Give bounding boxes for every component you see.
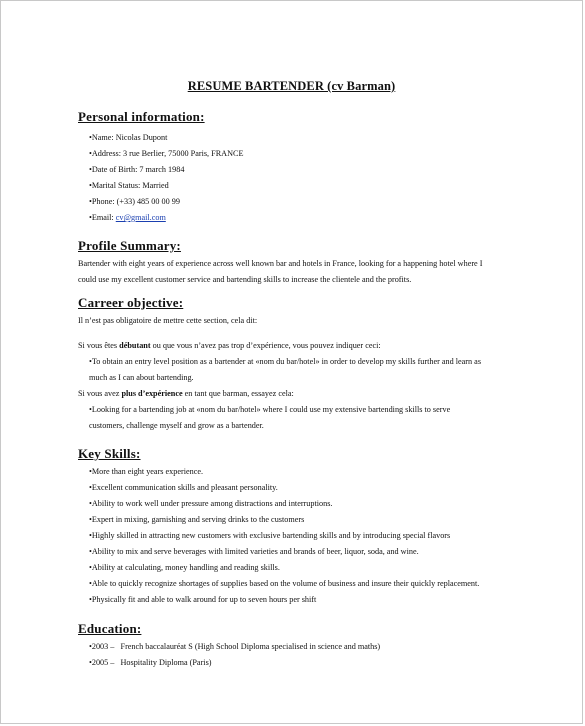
skill-item: •Ability at calculating, money handling and reading skills.	[89, 563, 280, 572]
debutant-pre: Si vous êtes	[78, 341, 120, 350]
personal-name: •Name: Nicolas Dupont	[89, 133, 168, 142]
skill-item: •Excellent communication skills and pleasant personality.	[89, 483, 278, 492]
document-title: RESUME BARTENDER (cv Barman)	[187, 79, 396, 93]
profile-summary-heading: Profile Summary:	[78, 238, 181, 253]
education-item: •2003 – French baccalauréat S (High School Diploma specialised in science and maths)	[89, 642, 381, 651]
skill-item: •Highly skilled in attracting new customers with exclusive bartending skills and by introducing special flavors	[89, 531, 451, 540]
debutant-bold: débutant	[119, 341, 151, 350]
personal-marital-status: •Marital Status: Married	[89, 181, 169, 190]
debutant-post: ou que vous n’avez pas trop d’expérience, vous pouvez indiquer ceci:	[150, 341, 381, 350]
experience-post: en tant que barman, essayez cela:	[182, 389, 294, 398]
skill-item: •Ability to work well under pressure among distractions and interruptions.	[89, 499, 333, 508]
objective-bullet-2-line-1: •Looking for a bartending job at «nom du bar/hotel» where I could use my extensive bartending skills to serve	[89, 405, 451, 414]
profile-summary-line-2: could use my excellent customer service and bartending skills to increase the clientele and the profits.	[78, 275, 412, 284]
profile-summary-line-1: Bartender with eight years of experience across well known bar and hotels in France, looking for a happening hotel where I	[78, 259, 483, 268]
personal-information-heading: Personal information:	[78, 109, 205, 124]
skill-item: •Ability to mix and serve beverages with limited varieties and brands of beer, liquor, soda, and wine.	[89, 547, 419, 556]
personal-address: •Address: 3 rue Berlier, 75000 Paris, FRANCE	[89, 149, 244, 158]
education-item: •2005 – Hospitality Diploma (Paris)	[89, 658, 212, 667]
objective-experience-line	[78, 389, 294, 399]
personal-phone: •Phone: (+33) 485 00 00 99	[89, 197, 180, 206]
experience-pre: Si vous avez	[78, 389, 122, 398]
skill-item: •Physically fit and able to walk around for up to seven hours per shift	[89, 595, 317, 604]
experience-bold: plus d’expérience	[121, 389, 183, 398]
objective-debutant-line	[78, 341, 381, 351]
objective-bullet-1-line-2: much as I can about bartending.	[89, 373, 194, 382]
education-heading: Education:	[78, 621, 142, 636]
skill-item: •Able to quickly recognize shortages of supplies based on the volume of business and insure their quickly replacement.	[89, 579, 480, 588]
career-objective-heading: Carreer objective:	[78, 295, 184, 310]
personal-email	[89, 213, 166, 223]
objective-intro: Il n’est pas obligatoire de mettre cette section, cela dit:	[78, 316, 258, 325]
objective-bullet-1-line-1: •To obtain an entry level position as a bartender at «nom du bar/hotel» in order to develop my skills further and learn as	[89, 357, 481, 366]
personal-email-label: •Email:	[89, 213, 116, 222]
personal-dob: •Date of Birth: 7 march 1984	[89, 165, 185, 174]
skill-item: •More than eight years experience.	[89, 467, 204, 476]
skill-item: •Expert in mixing, garnishing and serving drinks to the customers	[89, 515, 305, 524]
key-skills-heading: Key Skills:	[78, 446, 141, 461]
objective-bullet-2-line-2: customers, challenge myself and grow as a bartender.	[89, 421, 264, 430]
email-link[interactable]: cv@gmail.com	[115, 213, 166, 222]
